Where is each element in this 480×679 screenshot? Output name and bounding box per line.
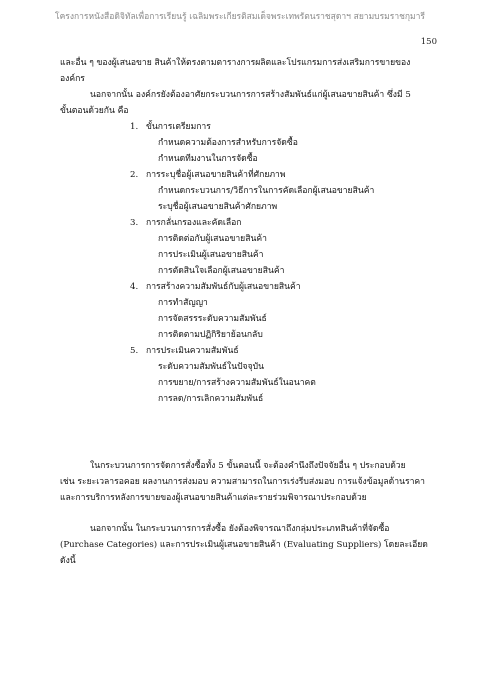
step-number: 4.	[130, 282, 139, 292]
step-title	[60, 215, 436, 231]
paragraph-line: และอื่น ๆ ของผู้เสนอขาย สินค้าให้ตรงตามตารางการผลิตและโปรแกรมการส่งเสริมการขายของ	[60, 58, 411, 68]
step-subitem: กำหนดความต้องการสำหรับการจัดซื้อ	[158, 138, 298, 148]
step-subitem: การติดต่อกับผู้เสนอขายสินค้า	[158, 234, 267, 244]
step-subitem: การประเมินผู้เสนอขายสินค้า	[158, 250, 264, 260]
step-title	[60, 343, 436, 359]
step-subitem: ระดับความสัมพันธ์ในปัจจุบัน	[158, 362, 264, 372]
step-subitem: กำหนดกระบวนการ/วิธีการในการคัดเลือกผู้เสนอขายสินค้า	[158, 186, 375, 196]
step-title	[60, 279, 436, 295]
step-title-text: ขั้นการเตรียมการ	[146, 122, 211, 132]
step-title-text: การประเมินความสัมพันธ์	[146, 346, 239, 356]
step-subitem: การจัดสรรระดับความสัมพันธ์	[158, 314, 267, 324]
step-title	[60, 119, 436, 135]
step-number: 2.	[130, 170, 139, 180]
step-title-text: การระบุชื่อผู้เสนอขายสินค้าที่ศักยภาพ	[146, 170, 286, 180]
step-number: 1.	[130, 122, 139, 132]
step-item	[60, 119, 436, 167]
running-header: โครงการหนังสือดิจิทัลเพื่อการเรียนรู้ เฉลิมพระเกียรติสมเด็จพระเทพรัตนราชสุดาฯ สยามบรมราชกุมารี	[55, 12, 425, 22]
step-number: 5.	[130, 346, 139, 356]
paragraph-factors	[60, 458, 436, 506]
paragraph-line: ขั้นตอนด้วยกัน คือ	[60, 106, 129, 116]
paragraph-line: (Purchase Categories) และการประเมินผู้เสนอขายสินค้า (Evaluating Suppliers) โดยละเอียด ดังนี้	[60, 540, 428, 566]
steps-list	[60, 119, 436, 407]
paragraph-line: องค์กร	[60, 74, 85, 84]
step-subitem: กำหนดทีมงานในการจัดซื้อ	[158, 154, 258, 164]
paragraph-line: เช่น ระยะเวลารอคอย ผลงานการส่งมอบ ความสามารถในการเร่งรีบส่งมอบ การแจ้งข้อมูลด้านราคา	[60, 477, 425, 487]
step-item	[60, 215, 436, 279]
paragraph-line: นอกจากนั้น องค์กรยังต้องอาศัยกระบวนการการสร้างสัมพันธ์แก่ผู้เสนอขายสินค้า ซึ่งมี 5	[90, 90, 411, 100]
step-title-text: การกลั่นกรองและคัดเลือก	[146, 218, 242, 228]
step-subitem: ระบุชื่อผู้เสนอขายสินค้าศักยภาพ	[158, 202, 278, 212]
step-item	[60, 167, 436, 215]
step-subitem: การตัดสินใจเลือกผู้เสนอขายสินค้า	[158, 266, 285, 276]
step-title-text: การสร้างความสัมพันธ์กับผู้เสนอขายสินค้า	[146, 282, 301, 292]
paragraph-line: ในกระบวนการการจัดการสั่งซื้อทั้ง 5 ขั้นตอนนี้ จะต้องคำนึงถึงปัจจัยอื่น ๆ ประกอบด้วย	[90, 461, 406, 471]
step-number: 3.	[130, 218, 139, 228]
step-subitem: การขยาย/การสร้างความสัมพันธ์ในอนาคต	[158, 378, 316, 388]
paragraph-relationship-intro	[60, 87, 436, 119]
step-subitem: การติดตามปฏิกิริยาย้อนกลับ	[158, 330, 263, 340]
step-item	[60, 279, 436, 343]
paragraph-purchase-categories	[60, 521, 436, 569]
paragraph-line: นอกจากนั้น ในกระบวนการการสั่งซื้อ ยังต้องพิจารณาถึงกลุ่มประเภทสินค้าที่จัดซื้อ	[90, 524, 390, 534]
page-number: 150	[420, 37, 437, 47]
step-title	[60, 167, 436, 183]
step-item	[60, 343, 436, 407]
step-subitem: การลด/การเลิกความสัมพันธ์	[158, 394, 264, 404]
paragraph-continuation	[60, 55, 436, 87]
paragraph-line: และการบริการหลังการขายของผู้เสนอขายสินค้าแต่ละรายร่วมพิจารณาประกอบด้วย	[60, 493, 367, 503]
step-subitem: การทำสัญญา	[158, 298, 208, 308]
